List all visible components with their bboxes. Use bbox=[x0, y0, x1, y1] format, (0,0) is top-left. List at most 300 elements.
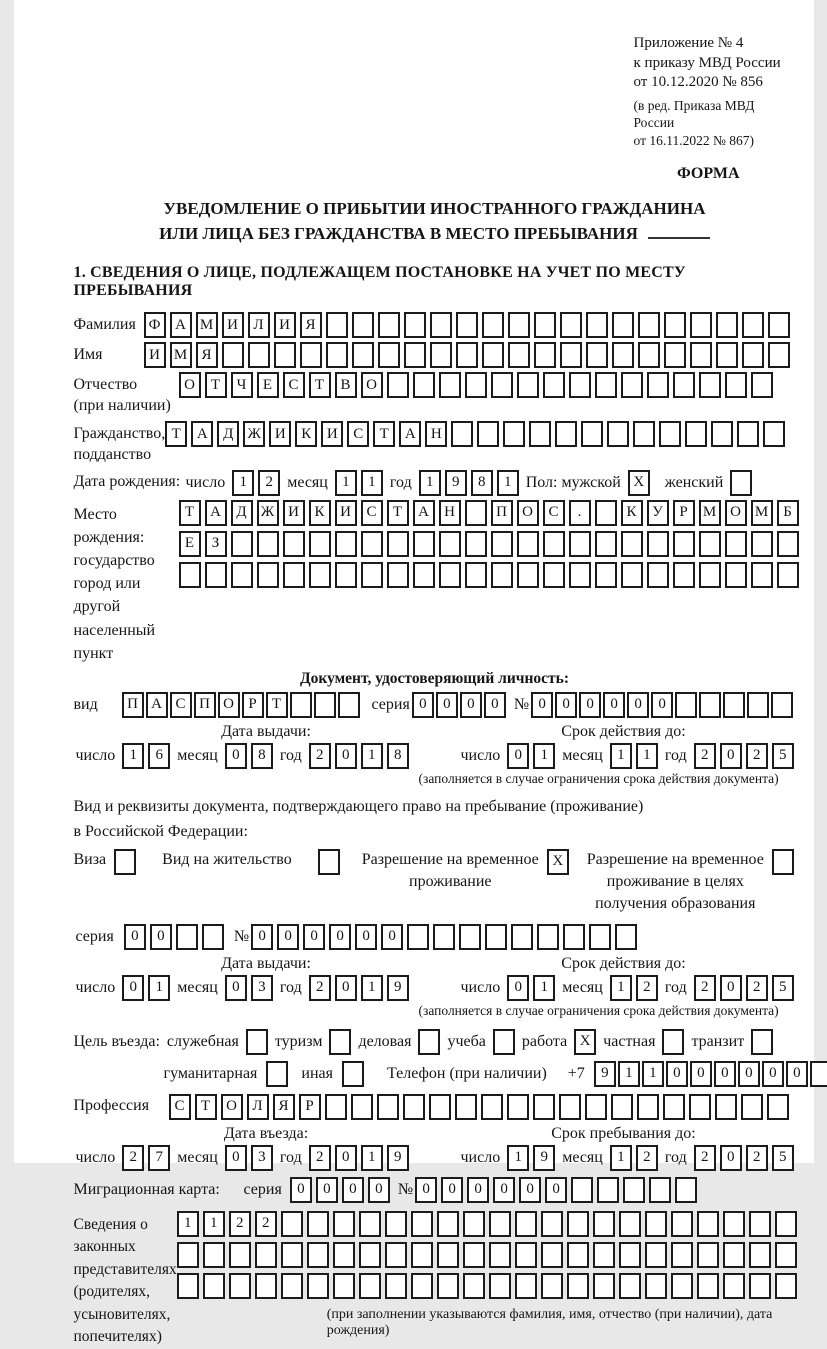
char-cell[interactable]: 0 bbox=[124, 924, 146, 950]
char-cell[interactable] bbox=[559, 1094, 581, 1120]
char-cell[interactable] bbox=[481, 1094, 503, 1120]
char-cell[interactable] bbox=[595, 500, 617, 526]
char-cell[interactable]: Б bbox=[777, 500, 799, 526]
char-cell[interactable] bbox=[771, 692, 793, 718]
char-cell[interactable]: Р bbox=[673, 500, 695, 526]
char-cell[interactable]: Д bbox=[231, 500, 253, 526]
char-cell[interactable] bbox=[567, 1211, 589, 1237]
char-cell[interactable] bbox=[775, 1273, 797, 1299]
char-cell[interactable] bbox=[775, 1242, 797, 1268]
char-cell[interactable] bbox=[621, 531, 643, 557]
char-cell[interactable]: Л bbox=[248, 312, 270, 338]
char-cell[interactable] bbox=[281, 1273, 303, 1299]
char-cell[interactable]: 5 bbox=[772, 975, 794, 1001]
char-cell[interactable]: 5 bbox=[772, 1145, 794, 1171]
char-cell[interactable]: И bbox=[269, 421, 291, 447]
char-cell[interactable]: 1 bbox=[610, 1145, 632, 1171]
char-cell[interactable] bbox=[335, 531, 357, 557]
char-cell[interactable] bbox=[515, 1242, 537, 1268]
char-cell[interactable] bbox=[747, 692, 769, 718]
char-cell[interactable] bbox=[567, 1273, 589, 1299]
char-cell[interactable]: Т bbox=[387, 500, 409, 526]
char-cell[interactable]: 0 bbox=[762, 1061, 784, 1087]
char-cell[interactable] bbox=[810, 1061, 827, 1087]
char-cell[interactable] bbox=[563, 924, 585, 950]
char-cell[interactable]: 2 bbox=[746, 975, 768, 1001]
char-cell[interactable]: С bbox=[543, 500, 565, 526]
char-cell[interactable]: А bbox=[399, 421, 421, 447]
char-cell[interactable] bbox=[318, 849, 340, 875]
char-cell[interactable] bbox=[231, 531, 253, 557]
char-cell[interactable] bbox=[404, 312, 426, 338]
char-cell[interactable]: 0 bbox=[720, 743, 742, 769]
char-cell[interactable] bbox=[404, 342, 426, 368]
char-cell[interactable]: 0 bbox=[290, 1177, 312, 1203]
char-cell[interactable]: 0 bbox=[666, 1061, 688, 1087]
char-cell[interactable]: Ж bbox=[257, 500, 279, 526]
char-cell[interactable]: С bbox=[170, 692, 192, 718]
char-cell[interactable]: Я bbox=[300, 312, 322, 338]
char-cell[interactable]: Р bbox=[299, 1094, 321, 1120]
char-cell[interactable] bbox=[456, 312, 478, 338]
char-cell[interactable] bbox=[649, 1177, 671, 1203]
char-cell[interactable] bbox=[326, 342, 348, 368]
char-cell[interactable] bbox=[659, 421, 681, 447]
char-cell[interactable] bbox=[737, 421, 759, 447]
char-cell[interactable] bbox=[543, 531, 565, 557]
char-cell[interactable]: Т bbox=[266, 692, 288, 718]
char-cell[interactable]: 1 bbox=[533, 975, 555, 1001]
char-cell[interactable] bbox=[482, 342, 504, 368]
char-cell[interactable] bbox=[675, 1177, 697, 1203]
char-cell[interactable]: 0 bbox=[507, 743, 529, 769]
char-cell[interactable] bbox=[338, 692, 360, 718]
char-cell[interactable] bbox=[177, 1273, 199, 1299]
char-cell[interactable] bbox=[411, 1242, 433, 1268]
char-cell[interactable]: 0 bbox=[381, 924, 403, 950]
char-cell[interactable] bbox=[429, 1094, 451, 1120]
char-cell[interactable]: 8 bbox=[387, 743, 409, 769]
char-cell[interactable]: С bbox=[283, 372, 305, 398]
char-cell[interactable]: 0 bbox=[493, 1177, 515, 1203]
char-cell[interactable] bbox=[257, 562, 279, 588]
char-cell[interactable] bbox=[222, 342, 244, 368]
char-cell[interactable] bbox=[638, 342, 660, 368]
char-cell[interactable] bbox=[352, 312, 374, 338]
char-cell[interactable]: 8 bbox=[471, 470, 493, 496]
char-cell[interactable]: С bbox=[347, 421, 369, 447]
char-cell[interactable]: 1 bbox=[361, 470, 383, 496]
char-cell[interactable] bbox=[749, 1211, 771, 1237]
char-cell[interactable] bbox=[176, 924, 198, 950]
char-cell[interactable]: 9 bbox=[387, 975, 409, 1001]
char-cell[interactable] bbox=[623, 1177, 645, 1203]
char-cell[interactable]: 2 bbox=[309, 975, 331, 1001]
char-cell[interactable] bbox=[615, 924, 637, 950]
char-cell[interactable] bbox=[585, 1094, 607, 1120]
char-cell[interactable] bbox=[716, 342, 738, 368]
char-cell[interactable] bbox=[229, 1242, 251, 1268]
char-cell[interactable] bbox=[283, 531, 305, 557]
char-cell[interactable] bbox=[571, 1177, 593, 1203]
char-cell[interactable] bbox=[290, 692, 312, 718]
char-cell[interactable] bbox=[569, 372, 591, 398]
char-cell[interactable] bbox=[537, 924, 559, 950]
char-cell[interactable] bbox=[723, 1242, 745, 1268]
char-cell[interactable] bbox=[612, 312, 634, 338]
char-cell[interactable]: О bbox=[725, 500, 747, 526]
char-cell[interactable] bbox=[455, 1094, 477, 1120]
char-cell[interactable] bbox=[413, 372, 435, 398]
char-cell[interactable]: 0 bbox=[519, 1177, 541, 1203]
char-cell[interactable]: У bbox=[647, 500, 669, 526]
char-cell[interactable] bbox=[489, 1273, 511, 1299]
char-cell[interactable] bbox=[725, 372, 747, 398]
char-cell[interactable]: И bbox=[274, 312, 296, 338]
char-cell[interactable]: 0 bbox=[225, 743, 247, 769]
char-cell[interactable] bbox=[751, 531, 773, 557]
char-cell[interactable] bbox=[439, 372, 461, 398]
char-cell[interactable] bbox=[595, 531, 617, 557]
char-cell[interactable]: Т bbox=[165, 421, 187, 447]
char-cell[interactable] bbox=[637, 1094, 659, 1120]
char-cell[interactable]: О bbox=[221, 1094, 243, 1120]
char-cell[interactable] bbox=[751, 1029, 773, 1055]
char-cell[interactable]: И bbox=[144, 342, 166, 368]
char-cell[interactable] bbox=[387, 562, 409, 588]
char-cell[interactable] bbox=[730, 470, 752, 496]
char-cell[interactable] bbox=[723, 1211, 745, 1237]
char-cell[interactable]: 0 bbox=[545, 1177, 567, 1203]
char-cell[interactable] bbox=[281, 1211, 303, 1237]
char-cell[interactable]: 1 bbox=[419, 470, 441, 496]
char-cell[interactable] bbox=[645, 1211, 667, 1237]
char-cell[interactable]: 0 bbox=[720, 975, 742, 1001]
char-cell[interactable]: Л bbox=[247, 1094, 269, 1120]
char-cell[interactable] bbox=[671, 1242, 693, 1268]
char-cell[interactable] bbox=[266, 1061, 288, 1087]
char-cell[interactable]: К bbox=[621, 500, 643, 526]
char-cell[interactable]: К bbox=[309, 500, 331, 526]
char-cell[interactable]: 0 bbox=[412, 692, 434, 718]
char-cell[interactable] bbox=[329, 1029, 351, 1055]
char-cell[interactable]: 8 bbox=[251, 743, 273, 769]
char-cell[interactable] bbox=[385, 1273, 407, 1299]
char-cell[interactable] bbox=[671, 1211, 693, 1237]
char-cell[interactable] bbox=[534, 342, 556, 368]
char-cell[interactable]: 1 bbox=[335, 470, 357, 496]
char-cell[interactable]: О bbox=[179, 372, 201, 398]
char-cell[interactable] bbox=[281, 1242, 303, 1268]
char-cell[interactable]: 1 bbox=[232, 470, 254, 496]
char-cell[interactable]: О bbox=[361, 372, 383, 398]
char-cell[interactable] bbox=[430, 342, 452, 368]
char-cell[interactable]: 0 bbox=[714, 1061, 736, 1087]
char-cell[interactable] bbox=[177, 1242, 199, 1268]
char-cell[interactable]: А bbox=[146, 692, 168, 718]
char-cell[interactable]: 0 bbox=[368, 1177, 390, 1203]
char-cell[interactable] bbox=[529, 421, 551, 447]
char-cell[interactable] bbox=[378, 342, 400, 368]
char-cell[interactable] bbox=[411, 1211, 433, 1237]
char-cell[interactable] bbox=[541, 1242, 563, 1268]
char-cell[interactable]: 1 bbox=[642, 1061, 664, 1087]
char-cell[interactable] bbox=[246, 1029, 268, 1055]
char-cell[interactable]: Т bbox=[309, 372, 331, 398]
char-cell[interactable]: 0 bbox=[316, 1177, 338, 1203]
char-cell[interactable] bbox=[685, 421, 707, 447]
char-cell[interactable] bbox=[333, 1211, 355, 1237]
char-cell[interactable] bbox=[430, 312, 452, 338]
char-cell[interactable]: 0 bbox=[690, 1061, 712, 1087]
char-cell[interactable]: 6 bbox=[148, 743, 170, 769]
char-cell[interactable] bbox=[543, 562, 565, 588]
char-cell[interactable] bbox=[114, 849, 136, 875]
char-cell[interactable] bbox=[699, 692, 721, 718]
char-cell[interactable] bbox=[699, 372, 721, 398]
char-cell[interactable]: 9 bbox=[445, 470, 467, 496]
char-cell[interactable]: 0 bbox=[555, 692, 577, 718]
char-cell[interactable] bbox=[560, 312, 582, 338]
char-cell[interactable] bbox=[723, 692, 745, 718]
char-cell[interactable] bbox=[690, 342, 712, 368]
char-cell[interactable]: . bbox=[569, 500, 591, 526]
char-cell[interactable] bbox=[586, 312, 608, 338]
char-cell[interactable] bbox=[749, 1273, 771, 1299]
char-cell[interactable]: В bbox=[335, 372, 357, 398]
char-cell[interactable] bbox=[465, 372, 487, 398]
char-cell[interactable] bbox=[439, 562, 461, 588]
char-cell[interactable]: 2 bbox=[122, 1145, 144, 1171]
char-cell[interactable]: М bbox=[751, 500, 773, 526]
char-cell[interactable] bbox=[493, 1029, 515, 1055]
char-cell[interactable] bbox=[463, 1211, 485, 1237]
char-cell[interactable] bbox=[418, 1029, 440, 1055]
char-cell[interactable] bbox=[664, 342, 686, 368]
char-cell[interactable] bbox=[689, 1094, 711, 1120]
char-cell[interactable] bbox=[768, 342, 790, 368]
char-cell[interactable] bbox=[619, 1211, 641, 1237]
char-cell[interactable] bbox=[205, 562, 227, 588]
char-cell[interactable] bbox=[325, 1094, 347, 1120]
char-cell[interactable] bbox=[439, 531, 461, 557]
char-cell[interactable]: 1 bbox=[533, 743, 555, 769]
char-cell[interactable] bbox=[489, 1242, 511, 1268]
char-cell[interactable] bbox=[675, 692, 697, 718]
char-cell[interactable] bbox=[361, 562, 383, 588]
char-cell[interactable] bbox=[715, 1094, 737, 1120]
char-cell[interactable]: А bbox=[170, 312, 192, 338]
char-cell[interactable]: И bbox=[321, 421, 343, 447]
char-cell[interactable] bbox=[749, 1242, 771, 1268]
char-cell[interactable] bbox=[255, 1273, 277, 1299]
char-cell[interactable] bbox=[560, 342, 582, 368]
char-cell[interactable]: Т bbox=[195, 1094, 217, 1120]
char-cell[interactable] bbox=[413, 531, 435, 557]
char-cell[interactable] bbox=[203, 1273, 225, 1299]
char-cell[interactable]: 1 bbox=[122, 743, 144, 769]
char-cell[interactable]: И bbox=[335, 500, 357, 526]
char-cell[interactable]: Т bbox=[373, 421, 395, 447]
char-cell[interactable]: И bbox=[283, 500, 305, 526]
char-cell[interactable] bbox=[662, 1029, 684, 1055]
char-cell[interactable]: Р bbox=[242, 692, 264, 718]
char-cell[interactable] bbox=[697, 1211, 719, 1237]
char-cell[interactable] bbox=[283, 562, 305, 588]
char-cell[interactable] bbox=[437, 1273, 459, 1299]
char-cell[interactable]: 0 bbox=[579, 692, 601, 718]
char-cell[interactable]: 3 bbox=[251, 1145, 273, 1171]
char-cell[interactable] bbox=[333, 1242, 355, 1268]
char-cell[interactable] bbox=[699, 531, 721, 557]
char-cell[interactable]: 2 bbox=[694, 975, 716, 1001]
char-cell[interactable] bbox=[621, 372, 643, 398]
char-cell[interactable] bbox=[385, 1211, 407, 1237]
char-cell[interactable]: Т bbox=[205, 372, 227, 398]
char-cell[interactable]: Д bbox=[217, 421, 239, 447]
char-cell[interactable]: 1 bbox=[361, 1145, 383, 1171]
char-cell[interactable]: 1 bbox=[203, 1211, 225, 1237]
char-cell[interactable]: 1 bbox=[361, 743, 383, 769]
char-cell[interactable] bbox=[775, 1211, 797, 1237]
char-cell[interactable]: 0 bbox=[441, 1177, 463, 1203]
char-cell[interactable]: 0 bbox=[150, 924, 172, 950]
char-cell[interactable] bbox=[465, 531, 487, 557]
char-cell[interactable] bbox=[697, 1273, 719, 1299]
char-cell[interactable] bbox=[333, 1273, 355, 1299]
char-cell[interactable] bbox=[767, 1094, 789, 1120]
char-cell[interactable] bbox=[491, 372, 513, 398]
char-cell[interactable] bbox=[342, 1061, 364, 1087]
char-cell[interactable] bbox=[699, 562, 721, 588]
char-cell[interactable]: 9 bbox=[387, 1145, 409, 1171]
char-cell[interactable] bbox=[359, 1242, 381, 1268]
char-cell[interactable] bbox=[508, 312, 530, 338]
char-cell[interactable]: К bbox=[295, 421, 317, 447]
char-cell[interactable]: 2 bbox=[746, 743, 768, 769]
char-cell[interactable]: 0 bbox=[720, 1145, 742, 1171]
char-cell[interactable] bbox=[231, 562, 253, 588]
char-cell[interactable]: 2 bbox=[229, 1211, 251, 1237]
char-cell[interactable] bbox=[777, 562, 799, 588]
char-cell[interactable] bbox=[751, 372, 773, 398]
char-cell[interactable] bbox=[377, 1094, 399, 1120]
char-cell[interactable]: 1 bbox=[610, 743, 632, 769]
char-cell[interactable]: X bbox=[574, 1029, 596, 1055]
char-cell[interactable]: 2 bbox=[636, 1145, 658, 1171]
char-cell[interactable]: П bbox=[122, 692, 144, 718]
char-cell[interactable]: 9 bbox=[533, 1145, 555, 1171]
char-cell[interactable]: З bbox=[205, 531, 227, 557]
char-cell[interactable] bbox=[607, 421, 629, 447]
char-cell[interactable] bbox=[413, 562, 435, 588]
char-cell[interactable] bbox=[309, 531, 331, 557]
char-cell[interactable] bbox=[543, 372, 565, 398]
char-cell[interactable] bbox=[673, 562, 695, 588]
char-cell[interactable] bbox=[451, 421, 473, 447]
char-cell[interactable]: 0 bbox=[335, 975, 357, 1001]
char-cell[interactable] bbox=[459, 924, 481, 950]
char-cell[interactable] bbox=[361, 531, 383, 557]
char-cell[interactable]: Я bbox=[196, 342, 218, 368]
char-cell[interactable] bbox=[248, 342, 270, 368]
char-cell[interactable] bbox=[437, 1211, 459, 1237]
char-cell[interactable] bbox=[541, 1273, 563, 1299]
char-cell[interactable] bbox=[465, 500, 487, 526]
char-cell[interactable] bbox=[555, 421, 577, 447]
char-cell[interactable]: 0 bbox=[329, 924, 351, 950]
char-cell[interactable]: 0 bbox=[786, 1061, 808, 1087]
char-cell[interactable] bbox=[768, 312, 790, 338]
char-cell[interactable] bbox=[586, 342, 608, 368]
char-cell[interactable] bbox=[257, 531, 279, 557]
char-cell[interactable]: М bbox=[699, 500, 721, 526]
char-cell[interactable] bbox=[203, 1242, 225, 1268]
char-cell[interactable]: 0 bbox=[225, 975, 247, 1001]
char-cell[interactable] bbox=[645, 1242, 667, 1268]
char-cell[interactable] bbox=[309, 562, 331, 588]
char-cell[interactable] bbox=[621, 562, 643, 588]
char-cell[interactable]: 0 bbox=[627, 692, 649, 718]
char-cell[interactable]: 0 bbox=[415, 1177, 437, 1203]
char-cell[interactable]: 7 bbox=[148, 1145, 170, 1171]
char-cell[interactable] bbox=[307, 1242, 329, 1268]
char-cell[interactable]: 0 bbox=[436, 692, 458, 718]
char-cell[interactable] bbox=[777, 531, 799, 557]
char-cell[interactable] bbox=[515, 1211, 537, 1237]
char-cell[interactable] bbox=[463, 1273, 485, 1299]
char-cell[interactable] bbox=[359, 1211, 381, 1237]
char-cell[interactable] bbox=[697, 1242, 719, 1268]
char-cell[interactable] bbox=[511, 924, 533, 950]
char-cell[interactable]: 0 bbox=[467, 1177, 489, 1203]
char-cell[interactable] bbox=[229, 1273, 251, 1299]
char-cell[interactable]: С bbox=[361, 500, 383, 526]
char-cell[interactable] bbox=[664, 312, 686, 338]
char-cell[interactable]: 0 bbox=[531, 692, 553, 718]
char-cell[interactable] bbox=[673, 531, 695, 557]
char-cell[interactable] bbox=[351, 1094, 373, 1120]
char-cell[interactable] bbox=[595, 562, 617, 588]
char-cell[interactable] bbox=[619, 1273, 641, 1299]
char-cell[interactable] bbox=[633, 421, 655, 447]
char-cell[interactable] bbox=[647, 372, 669, 398]
char-cell[interactable] bbox=[725, 562, 747, 588]
char-cell[interactable] bbox=[533, 1094, 555, 1120]
char-cell[interactable] bbox=[534, 312, 556, 338]
char-cell[interactable]: 1 bbox=[636, 743, 658, 769]
char-cell[interactable]: Я bbox=[273, 1094, 295, 1120]
char-cell[interactable]: 2 bbox=[636, 975, 658, 1001]
char-cell[interactable] bbox=[456, 342, 478, 368]
char-cell[interactable] bbox=[477, 421, 499, 447]
char-cell[interactable] bbox=[671, 1273, 693, 1299]
char-cell[interactable] bbox=[647, 531, 669, 557]
char-cell[interactable]: 5 bbox=[772, 743, 794, 769]
char-cell[interactable]: Е bbox=[257, 372, 279, 398]
char-cell[interactable] bbox=[179, 562, 201, 588]
char-cell[interactable] bbox=[482, 312, 504, 338]
char-cell[interactable] bbox=[352, 342, 374, 368]
char-cell[interactable] bbox=[385, 1242, 407, 1268]
char-cell[interactable]: Т bbox=[179, 500, 201, 526]
char-cell[interactable] bbox=[612, 342, 634, 368]
char-cell[interactable] bbox=[274, 342, 296, 368]
char-cell[interactable] bbox=[645, 1273, 667, 1299]
char-cell[interactable]: 0 bbox=[335, 1145, 357, 1171]
char-cell[interactable] bbox=[569, 531, 591, 557]
char-cell[interactable]: 9 bbox=[594, 1061, 616, 1087]
